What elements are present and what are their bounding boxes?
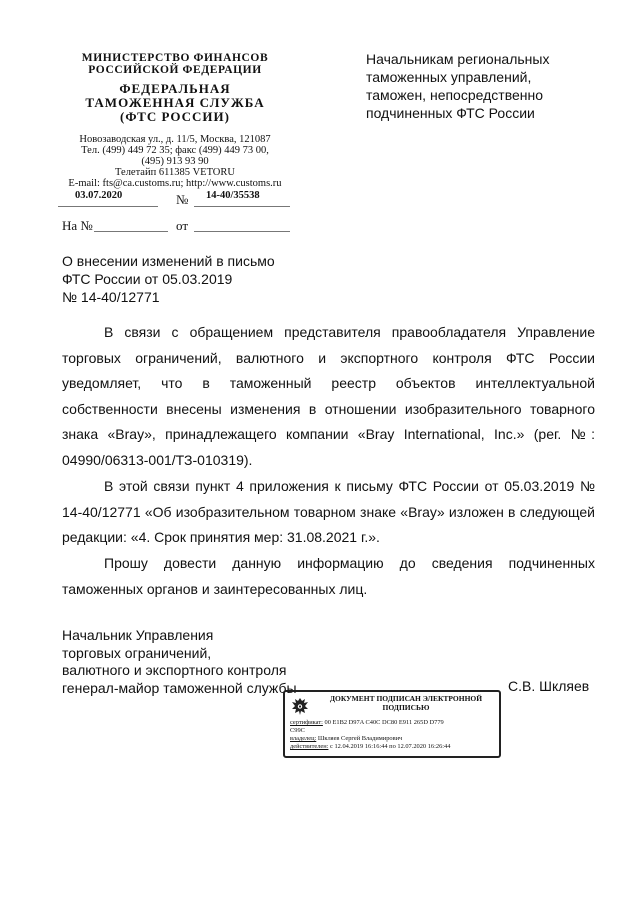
reference-from-underline [194,231,290,232]
number-sign: № [176,192,189,207]
ministry-name-line2: РОССИЙСКОЙ ФЕДЕРАЦИИ [88,64,262,76]
stamp-owner [290,735,402,742]
addressee-line: Начальникам региональных [366,51,550,67]
addressee-line: таможенных управлений, [366,69,532,85]
stamp-title-line: ДОКУМЕНТ ПОДПИСАН ЭЛЕКТРОННОЙ [329,694,483,703]
reference-number-label: На № [62,218,93,233]
phone-line-2: (495) 913 93 90 [141,156,209,167]
reference-from-label: от [176,218,189,233]
stamp-title-line: ПОДПИСЬЮ [382,702,430,712]
registration-date: 03.07.2020 [75,190,123,201]
stamp-certificate [290,719,444,726]
signatory-title-line: валютного и экспортного контроля [62,662,287,678]
owner-value: Шкляев Сергей Владимирович [317,735,403,742]
validity-label: действителен: [290,743,329,750]
stamp-validity [290,743,450,750]
agency-name-line1: ФЕДЕРАЛЬНАЯ [119,81,231,96]
addressee-line: таможен, непосредственно [366,87,544,103]
signatory-title-line: Начальник Управления [62,627,214,643]
addressee-block [366,50,616,122]
email-line: E-mail: fts@ca.customs.ru; http://www.customs.ru [68,178,282,189]
subject-line: ФТС России от 05.03.2019 [62,271,233,287]
date-underline [58,206,158,207]
agency-name-line2: ТАМОЖЕННАЯ СЛУЖБА [85,95,265,110]
sender-header [55,52,295,189]
signatory-name: С.В. Шкляев [508,678,590,694]
addressee-line: подчиненных ФТС России [366,105,535,121]
subject-line: № 14-40/12771 [62,289,160,305]
letter-subject [62,252,322,306]
signatory-title-line: торговых ограничений, [62,644,212,661]
reference-number-underline [94,231,168,232]
address-line: Новозаводская ул., д. 11/5, Москва, 121087 [79,134,271,145]
signatory-title-line: генерал-майор таможенной службы [62,679,297,696]
certificate-label: сертификат: [290,719,323,726]
certificate-value-continued: C99C [290,727,305,734]
number-underline [194,206,290,207]
phone-line: Тел. (499) 449 72 35; факс (499) 449 73 00, [81,145,269,156]
teletype-line: Телетайп 611385 VETORU [115,167,235,178]
registration-number: 14-40/35538 [206,190,260,201]
stamp-title [315,695,497,712]
validity-value: с 12.04.2019 16:16:44 по 12.07.2020 16:26:44 [330,743,451,750]
owner-label: владелец: [290,735,317,742]
electronic-signature-stamp [283,690,501,758]
body-paragraph-1: В связи с обращением представителя правообладателя Управление торговых ограничений, валютного и экспортного контроля ФТС России уведомляет, что в таможенный реестр объектов интеллектуальной собственности внесены изменения в отношении изобразительного товарного знака «Bray», принадлежащего компании «Bray International, Inc.» (рег. №: 04990/06313-001/ТЗ-010319). [62,324,595,468]
agency-name-line3: (ФТС РОССИИ) [120,109,230,124]
signatory-title [62,627,322,697]
subject-line: О внесении изменений в письмо [62,253,275,269]
certificate-value: 00 E1B2 D97A C40C DC80 E911 265D D779 [324,719,444,726]
sender-contacts [55,134,295,189]
ministry-name-line1: МИНИСТЕРСТВО ФИНАНСОВ [81,52,269,64]
russian-eagle-emblem-icon [289,696,311,718]
body-paragraph-3: Прошу довести данную информацию до сведения подчиненных таможенных органов и заинтересованных лиц. [62,555,595,597]
body-paragraph-2: В этой связи пункт 4 приложения к письму ФТС России от 05.03.2019 № 14-40/12771 «Об изобразительном товарном знаке «Bray» изложен в следующей редакции: «4. Срок принятия мер: 31.08.2021 г.». [62,478,595,545]
